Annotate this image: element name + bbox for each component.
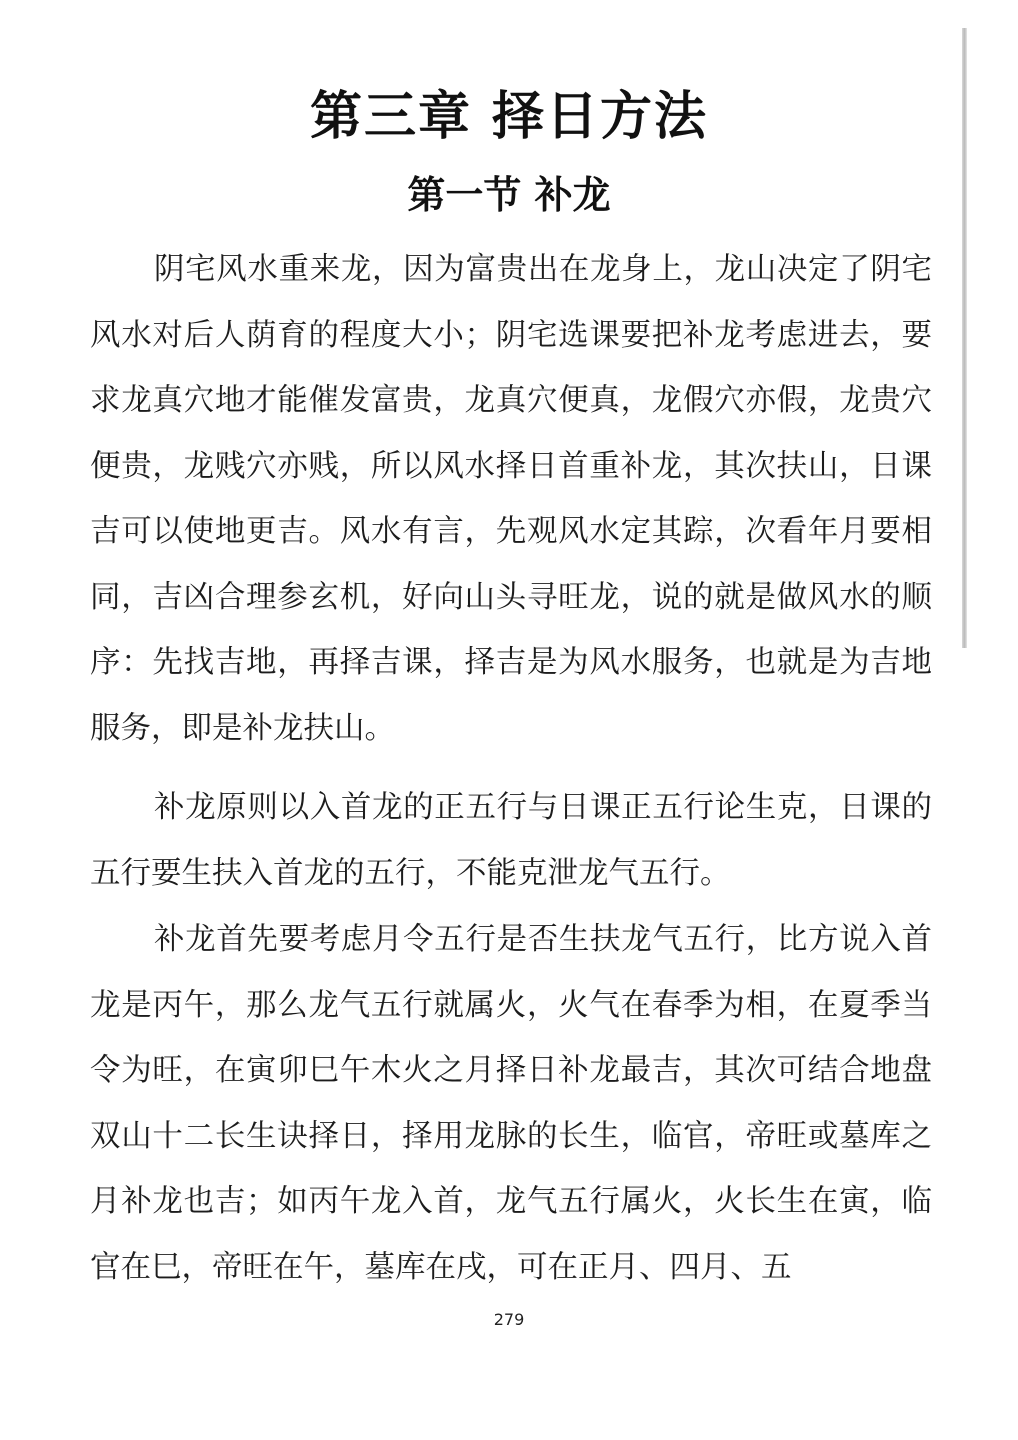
body-paragraph-3: 补龙首先要考虑月令五行是否生扶龙气五行，比方说入首龙是丙午，那么龙气五行就属火，火气在春季为相，在夏季当令为旺，在寅卯巳午木火之月择日补龙最吉，其次可结合地盘双山十二长生诀择日，择用龙脉的长生，临官，帝旺或墓库之月补龙也吉；如丙午龙入首，龙气五行属火，火长生在寅，临官在巳，帝旺在午，墓库在戌，可在正月、四月、五 <box>90 922 932 1285</box>
chapter-title: 第三章 择日方法 <box>309 87 709 147</box>
section-title: 第一节 补龙 <box>407 173 611 217</box>
body-paragraph-1: 阴宅风水重来龙，因为富贵出在龙身上，龙山决定了阴宅风水对后人荫育的程度大小；阴宅选课要把补龙考虑进去，要求龙真穴地才能催发富贵，龙真穴便真，龙假穴亦假，龙贵穴便贵，龙贱穴亦贱，所以风水择日首重补龙，其次扶山，日课吉可以使地更吉。风水有言，先观风水定其踪，次看年月要相同，吉凶合理参玄机，好向山头寻旺龙，说的就是做风水的顺序：先找吉地，再择吉课，择吉是为风水服务，也就是为吉地服务，即是补龙扶山。 <box>90 252 932 746</box>
body-paragraph-2: 补龙原则以入首龙的正五行与日课正五行论生克，日课的五行要生扶入首龙的五行，不能克泄龙气五行。 <box>90 790 932 891</box>
page-number: 279 <box>493 1310 525 1329</box>
